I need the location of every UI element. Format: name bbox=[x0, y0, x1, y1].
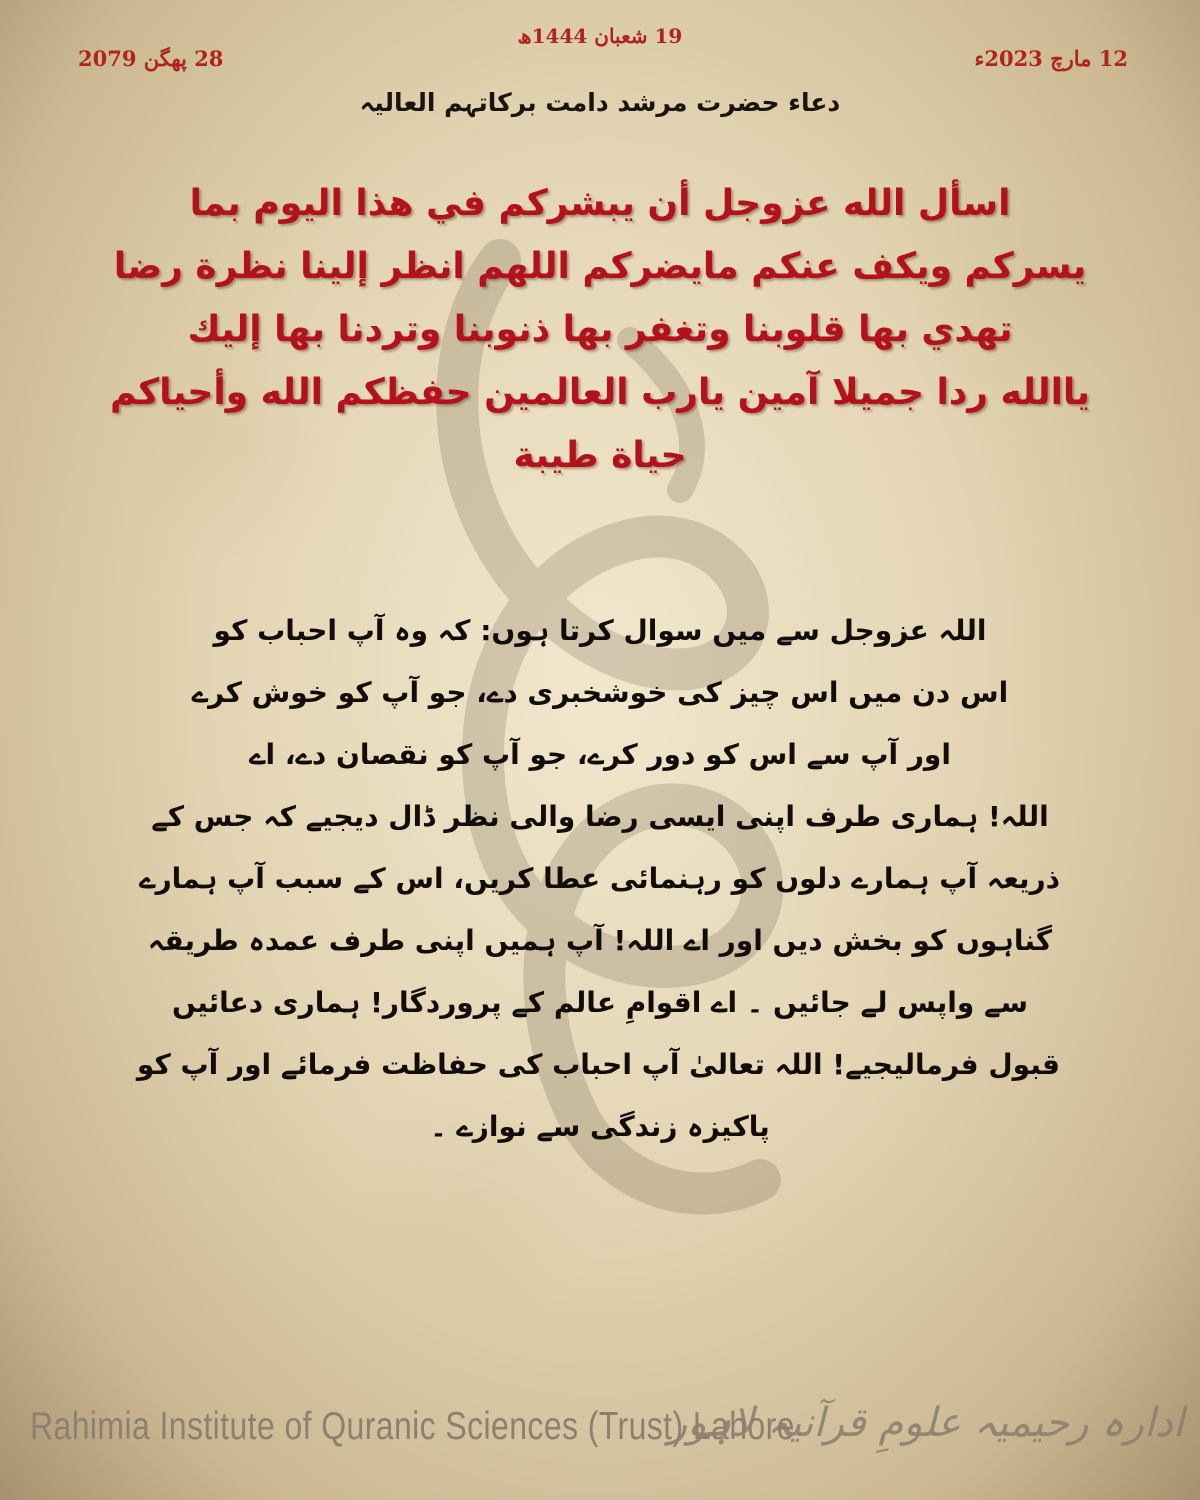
urdu-line: گناہوں کو بخش دیں اور اے اللہ! آپ ہمیں اپنی طرف عمدہ طریقہ bbox=[147, 924, 1053, 957]
arabic-line: اسأل الله عزوجل أن يبشركم في هذا اليوم بما bbox=[189, 183, 1011, 224]
urdu-translation bbox=[136, 600, 1060, 1158]
gregorian-date: 12 مارچ 2023ء bbox=[974, 46, 1128, 71]
hijri-date: 19 شعبان 1444ھ bbox=[517, 24, 683, 48]
urdu-line: اللہ عزوجل سے میں سوال کرتا ہوں: کہ وہ آپ احباب کو bbox=[213, 614, 987, 647]
urdu-line: ذریعہ آپ ہمارے دلوں کو رہنمائی عطا کریں، اس کے سبب آپ ہمارے bbox=[139, 862, 1060, 895]
urdu-line: اللہ! ہماری طرف اپنی ایسی رضا والی نظر ڈال دیجیے کہ جس کے bbox=[151, 800, 1049, 833]
arabic-line: تهدي بها قلوبنا وتغفر بها ذنوبنا وتردنا بها إليك bbox=[187, 309, 1013, 350]
urdu-line: اور آپ سے اس کو دور کرے، جو آپ کو نقصان دے، اے bbox=[249, 738, 951, 771]
desi-date: 28 پھگن 2079 bbox=[78, 46, 224, 71]
urdu-line: سے واپس لے جائیں ۔ اے اقوامِ عالم کے پروردگار! ہماری دعائیں bbox=[172, 986, 1028, 1019]
dua-subtitle: دعاء حضرت مرشد دامت برکاتہم العالیہ bbox=[359, 88, 841, 117]
arabic-line: ياالله ردا جميلا آمين يارب العالمين حفظكم الله وأحياكم bbox=[110, 372, 1090, 413]
arabic-line: يسركم ويكف عنكم مايضركم اللهم انظر إلينا نظرة رضا bbox=[113, 246, 1087, 287]
institute-name-urdu: ادارہ رحیمیہ علومِ قرآنیہ لاہور bbox=[667, 1400, 1184, 1446]
arabic-dua bbox=[90, 172, 1110, 487]
urdu-line: اس دن میں اس چیز کی خوشخبری دے، جو آپ کو خوش کرے bbox=[191, 676, 1009, 709]
urdu-line: قبول فرمالیجیے! اللہ تعالیٰ آپ احباب کی حفاظت فرمائے اور آپ کو bbox=[136, 1048, 1060, 1081]
institute-name-english: Rahimia Institute of Quranic Sciences (Trust) Lahore bbox=[30, 1405, 795, 1448]
arabic-line: حياة طيبة bbox=[513, 435, 687, 476]
urdu-line: پاکیزہ زندگی سے نوازے ۔ bbox=[430, 1110, 770, 1143]
